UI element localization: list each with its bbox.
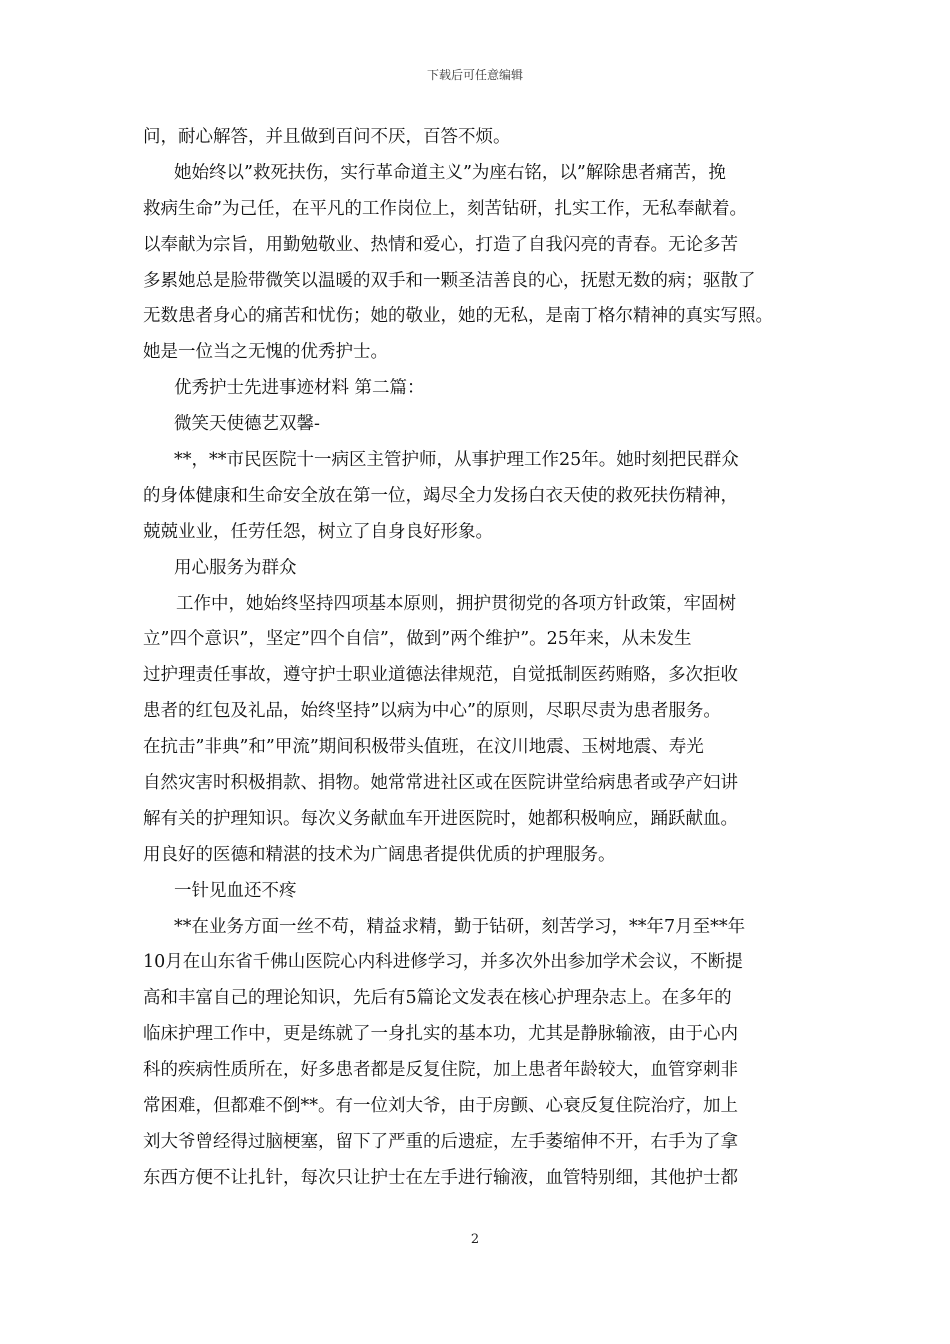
text-line: 无数患者身心的痛苦和忧伤；她的敬业，她的无私，是南丁格尔精神的真实写照。 (143, 306, 773, 327)
text-line: 自然灾害时积极捐款、捐物。她常常进社区或在医院讲堂给病患者或孕产妇讲 (143, 773, 738, 794)
text-line: 救病生命”为己任，在平凡的工作岗位上，刻苦钻研，扎实工作，无私奉献着。 (143, 198, 747, 219)
text-line: 东西方便不让扎针，每次只让护士在左手进行输液，血管特别细，其他护士都 (143, 1167, 738, 1188)
text-line: 问，耐心解答，并且做到百问不厌，百答不烦。 (143, 127, 511, 147)
text-line: 工作中，她始终坚持四项基本原则，拥护贯彻党的各项方针政策，牢固树 (176, 593, 736, 614)
page-header: 下载后可任意编辑 (426, 68, 523, 82)
text-line: **，**市民医院十一病区主管护师，从事护理工作25年。她时刻把民群众 (174, 450, 739, 471)
text-line: 兢兢业业，任劳任怨，树立了自身良好形象。 (143, 521, 493, 542)
text-line: 患者的红包及礼品，始终坚持”以病为中心”的原则，尽职尽责为患者服务。 (143, 701, 721, 722)
text-line: 用良好的医德和精湛的技术为广阔患者提供优质的护理服务。 (143, 844, 616, 865)
text-line: 她始终以”救死扶伤，实行革命道主义”为座右铭，以”解除患者痛苦，挽 (174, 162, 726, 183)
section-title: 优秀护士先进事迹材料 第二篇： (174, 378, 425, 399)
page-number: 2 (470, 1232, 480, 1247)
text-line: 在抗击”非典”和”甲流”期间积极带头值班，在汶川地震、玉树地震、寿光 (143, 737, 704, 758)
document-body (143, 120, 823, 1197)
text-line: 过护理责任事故，遵守护士职业道德法律规范，自觉抵制医药贿赂，多次拒收 (143, 665, 738, 686)
text-line: 立”四个意识”，坚定”四个自信”，做到”两个维护”。25年来，从未发生 (143, 629, 692, 650)
text-line: 解有关的护理知识。每次义务献血车开进医院时，她都积极响应，踊跃献血。 (143, 808, 738, 829)
text-line: 科的疾病性质所在，好多患者都是反复住院，加上患者年龄较大，血管穿刺非 (143, 1060, 738, 1081)
text-line: 她是一位当之无愧的优秀护士。 (143, 342, 388, 363)
text-line: **在业务方面一丝不苟，精益求精，勤于钻研，刻苦学习，**年7月至**年 (174, 916, 746, 937)
subtitle: 微笑天使德艺双馨- (174, 414, 320, 435)
section-heading: 用心服务为群众 (174, 557, 297, 578)
text-line: 10月在山东省千佛山医院心内科进修学习，并多次外出参加学术会议，不断提 (143, 952, 743, 973)
text-line: 常困难，但都难不倒**。有一位刘大爷，由于房颤、心衰反复住院治疗，加上 (143, 1096, 738, 1117)
section-heading: 一针见血还不疼 (174, 880, 297, 901)
text-line: 刘大爷曾经得过脑梗塞，留下了严重的后遗症，左手萎缩伸不开，右手为了拿 (143, 1131, 738, 1152)
text-line: 多累她总是脸带微笑以温暖的双手和一颗圣洁善良的心，抚慰无数的病；驱散了 (143, 270, 756, 291)
text-line: 的身体健康和生命安全放在第一位，竭尽全力发扬白衣天使的救死扶伤精神， (143, 485, 738, 506)
text-line: 高和丰富自己的理论知识，先后有5篇论文发表在核心护理杂志上。在多年的 (143, 988, 732, 1009)
text-line: 以奉献为宗旨，用勤勉敬业、热情和爱心，打造了自我闪亮的青春。无论多苦 (143, 234, 738, 255)
text-line: 临床护理工作中，更是练就了一身扎实的基本功，尤其是静脉输液，由于心内 (143, 1024, 738, 1045)
